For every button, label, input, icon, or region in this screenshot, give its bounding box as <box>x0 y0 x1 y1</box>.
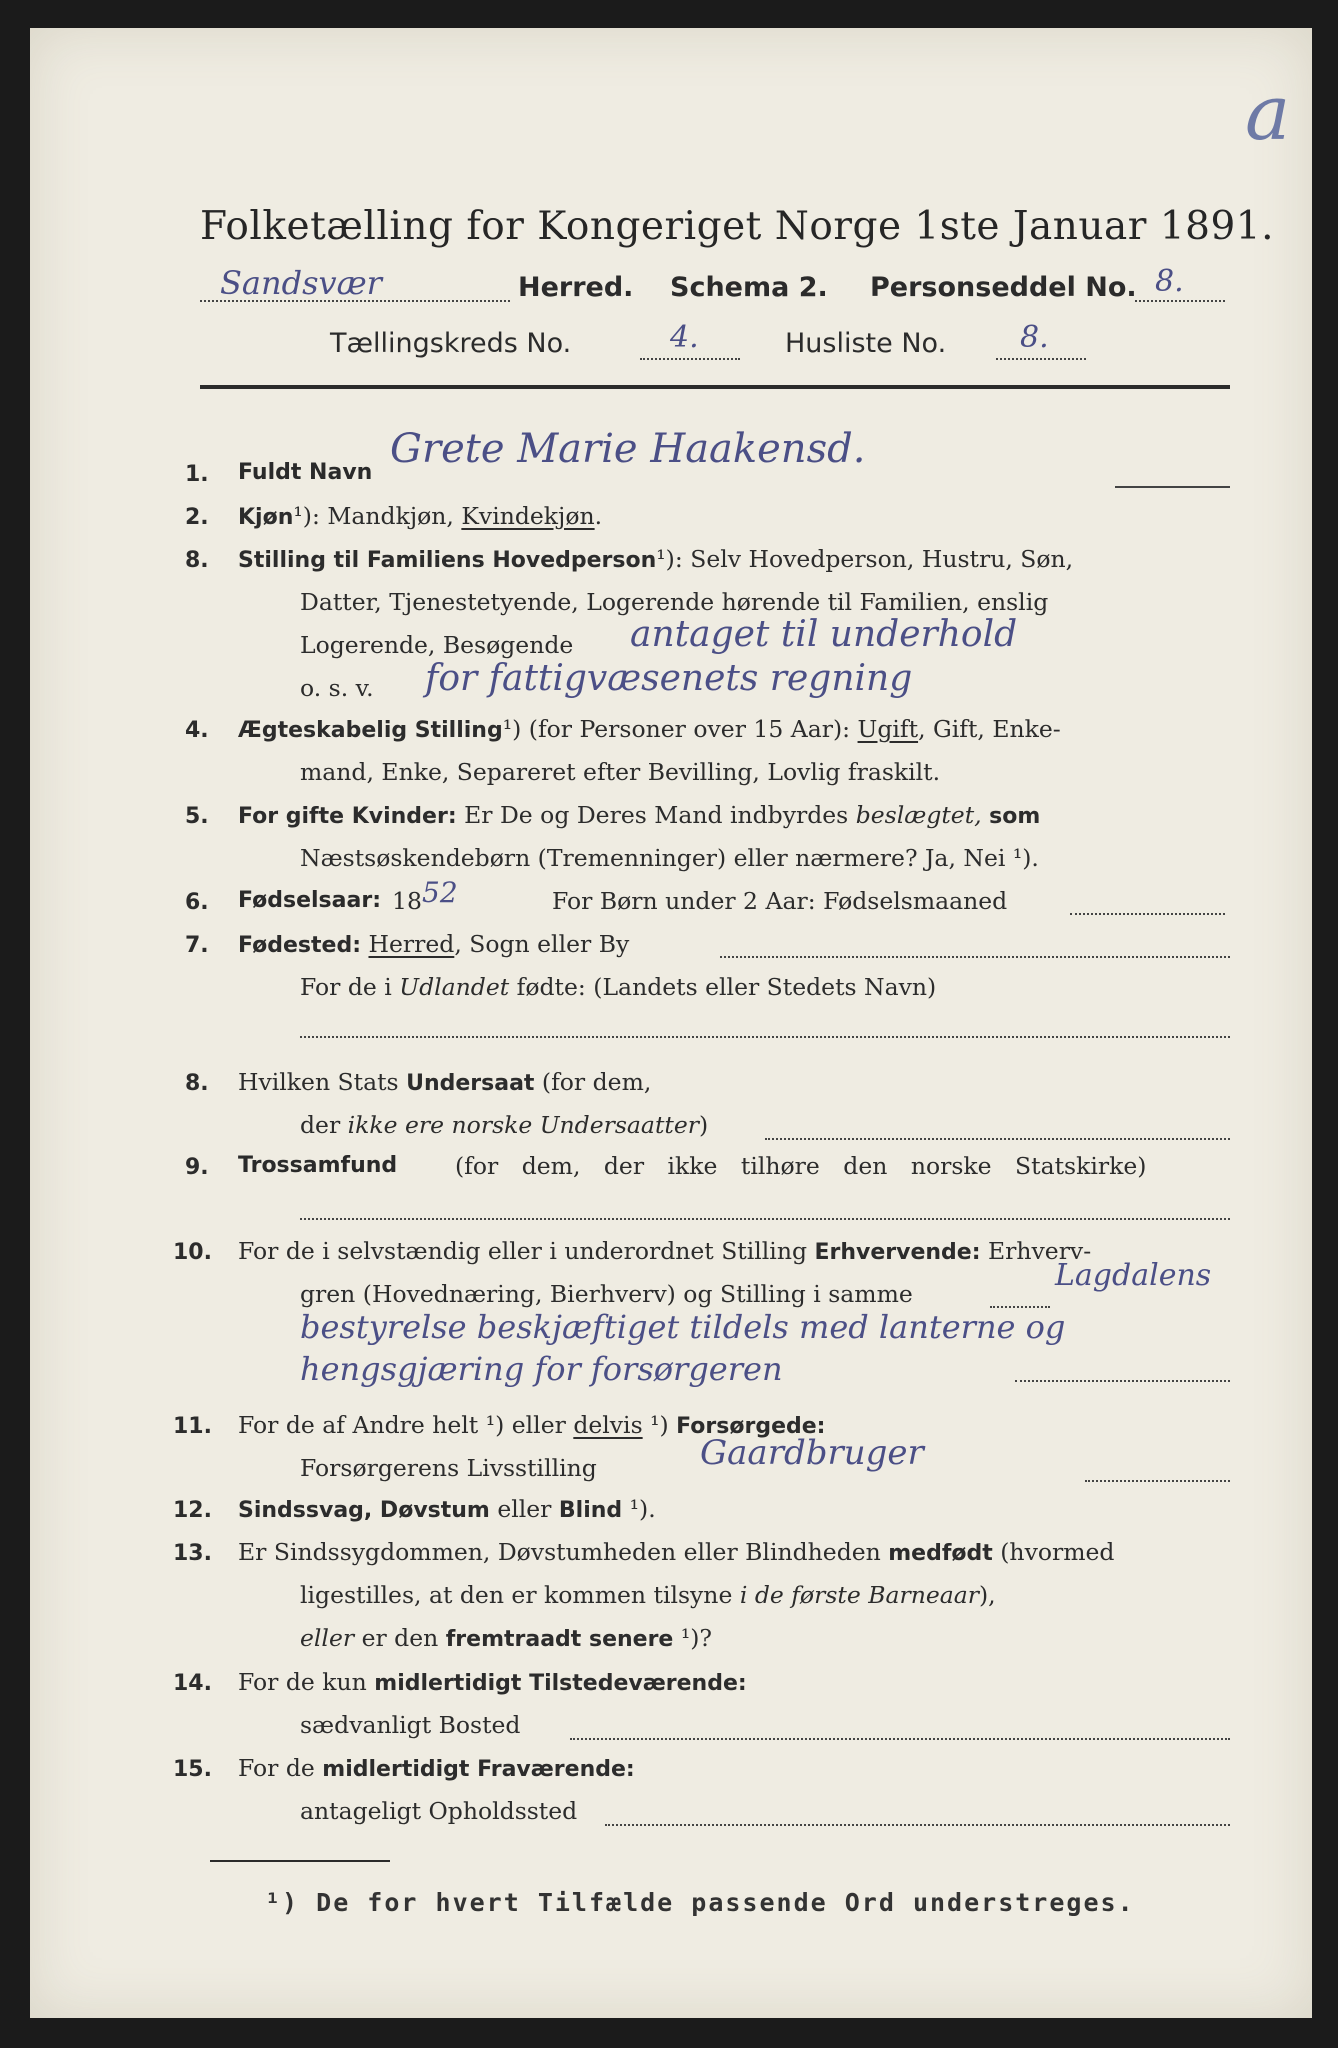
item-1-value: Grete Marie Haakensd. <box>390 426 866 472</box>
personseddel-dots <box>1135 300 1225 302</box>
item-10-line2: gren (Hovednæring, Bierhverv) og Stilling i samme <box>300 1280 913 1308</box>
item-8-line2: der ikke ere norske Undersaatter) <box>300 1111 709 1139</box>
item-1-number: 1. <box>185 462 209 487</box>
item-6-number: 6. <box>185 890 209 915</box>
item-7-blank-line <box>300 1036 1230 1038</box>
item-3-value-b: for fattigvæsenets regning <box>425 658 913 699</box>
item-10-tail-dots <box>1015 1380 1230 1382</box>
item-6-value: 52 <box>422 876 458 909</box>
form-title: Folketælling for Kongeriget Norge 1ste Januar 1891. <box>200 204 1274 249</box>
item-3-line1: Stilling til Familiens Hovedperson¹): Selv Hovedperson, Hustru, Søn, <box>238 545 1074 573</box>
item-6-prefix: 18 <box>392 887 422 915</box>
item-9-rest: (for dem, der ikke tilhøre den norske Statskirke) <box>455 1152 1147 1180</box>
item-13-line2: ligestilles, at den er kommen tilsyne i de første Barneaar), <box>300 1581 996 1609</box>
item-11-line2: Forsørgerens Livsstilling <box>300 1454 597 1482</box>
item-6-label: Fødselsaar: <box>238 888 381 913</box>
item-11-value: Gaardbruger <box>700 1433 924 1473</box>
item-3-line3: Logerende, Besøgende <box>300 631 574 659</box>
corner-mark: a <box>1245 68 1291 157</box>
item-4-number: 4. <box>185 718 209 743</box>
item-7-line2: For de i Udlandet fødte: (Landets eller Stedets Navn) <box>300 973 937 1001</box>
item-5-number: 5. <box>185 804 209 829</box>
item-1-line <box>1115 486 1230 488</box>
footnote-rule <box>210 1860 390 1862</box>
taellingskreds-dots <box>640 358 740 360</box>
item-13-line1: Er Sindssygdommen, Døvstumheden eller Blindheden medfødt (hvormed <box>238 1538 1115 1566</box>
item-11-line1: For de af Andre helt ¹) eller delvis ¹) Forsørgede: <box>238 1411 826 1439</box>
item-2-number: 2. <box>185 505 209 530</box>
item-10-value-a: Lagdalens <box>1055 1258 1212 1293</box>
item-8-line1: Hvilken Stats Undersaat (for dem, <box>238 1068 652 1096</box>
item-6-rest: For Børn under 2 Aar: Fødselsmaaned <box>552 887 1008 915</box>
item-5-line1: For gifte Kvinder: Er De og Deres Mand indbyrdes beslægtet, som <box>238 801 1041 829</box>
schema-label: Schema 2. <box>670 272 828 303</box>
item-12-text: Sindssvag, Døvstum eller Blind ¹). <box>238 1495 656 1523</box>
taellingskreds-value: 4. <box>670 320 699 355</box>
herred-label: Herred. <box>518 272 634 303</box>
item-10-line1: For de i selvstændig eller i underordnet Stilling Erhvervende: Erhverv- <box>238 1237 1092 1265</box>
taellingskreds-label: Tællingskreds No. <box>330 328 572 359</box>
item-3-number: 8. <box>185 548 209 573</box>
item-9-number: 9. <box>185 1155 209 1180</box>
item-15-line1: For de midlertidigt Fraværende: <box>238 1754 635 1782</box>
item-13-number: 13. <box>173 1541 212 1566</box>
item-14-dots <box>570 1738 1230 1740</box>
item-3-line2: Datter, Tjenestetyende, Logerende hørende til Familien, enslig <box>300 588 1049 616</box>
item-15-line2: antageligt Opholdssted <box>300 1797 578 1825</box>
item-13-line3: eller er den fremtraadt senere ¹)? <box>300 1624 713 1652</box>
item-8-number: 8. <box>185 1071 209 1096</box>
footnote: ¹) De for hvert Tilfælde passende Ord understreges. <box>265 1888 1135 1917</box>
census-form-page <box>30 28 1312 2018</box>
item-8-dots <box>765 1138 1230 1140</box>
item-14-number: 14. <box>173 1671 212 1696</box>
item-1-label: Fuldt Navn <box>238 460 373 485</box>
personseddel-label: Personseddel No. <box>870 272 1137 303</box>
item-12-number: 12. <box>173 1498 212 1523</box>
herred-value: Sandsvær <box>220 264 382 302</box>
item-5-line2: Næstsøskendebørn (Tremenninger) eller nærmere? Ja, Nei ¹). <box>300 844 1039 872</box>
item-15-dots <box>605 1824 1230 1826</box>
item-14-line1: For de kun midlertidigt Tilstedeværende: <box>238 1668 747 1696</box>
header-rule <box>200 385 1230 389</box>
item-10-value-b: bestyrelse beskjæftiget tildels med lanterne og <box>300 1308 1066 1346</box>
husliste-dots <box>996 358 1086 360</box>
item-10-value-c: hengsgjæring for forsørgeren <box>300 1350 783 1388</box>
personseddel-value: 8. <box>1155 264 1184 299</box>
item-14-line2: sædvanligt Bosted <box>300 1711 521 1739</box>
item-11-dots <box>1085 1480 1230 1482</box>
item-3-value-a: antaget til underhold <box>630 614 1018 655</box>
item-6-dots <box>1070 913 1225 915</box>
item-2-text: Kjøn¹): Mandkjøn, Kvindekjøn. <box>238 502 603 530</box>
husliste-value: 8. <box>1020 320 1049 355</box>
husliste-label: Husliste No. <box>785 328 947 359</box>
item-15-number: 15. <box>173 1757 212 1782</box>
item-7-number: 7. <box>185 933 209 958</box>
item-9-blank-line <box>300 1218 1230 1220</box>
item-7-dots <box>720 956 1230 958</box>
item-11-number: 11. <box>173 1414 212 1439</box>
item-10-number: 10. <box>173 1240 212 1265</box>
item-3-line4: o. s. v. <box>300 674 374 702</box>
item-9-label: Trossamfund <box>238 1153 398 1178</box>
item-4-line1: Ægteskabelig Stilling¹) (for Personer over 15 Aar): Ugift, Gift, Enke- <box>238 715 1061 743</box>
item-7-line1: Fødested: Herred, Sogn eller By <box>238 930 630 958</box>
item-4-line2: mand, Enke, Separeret efter Bevilling, Lovlig fraskilt. <box>300 758 941 786</box>
